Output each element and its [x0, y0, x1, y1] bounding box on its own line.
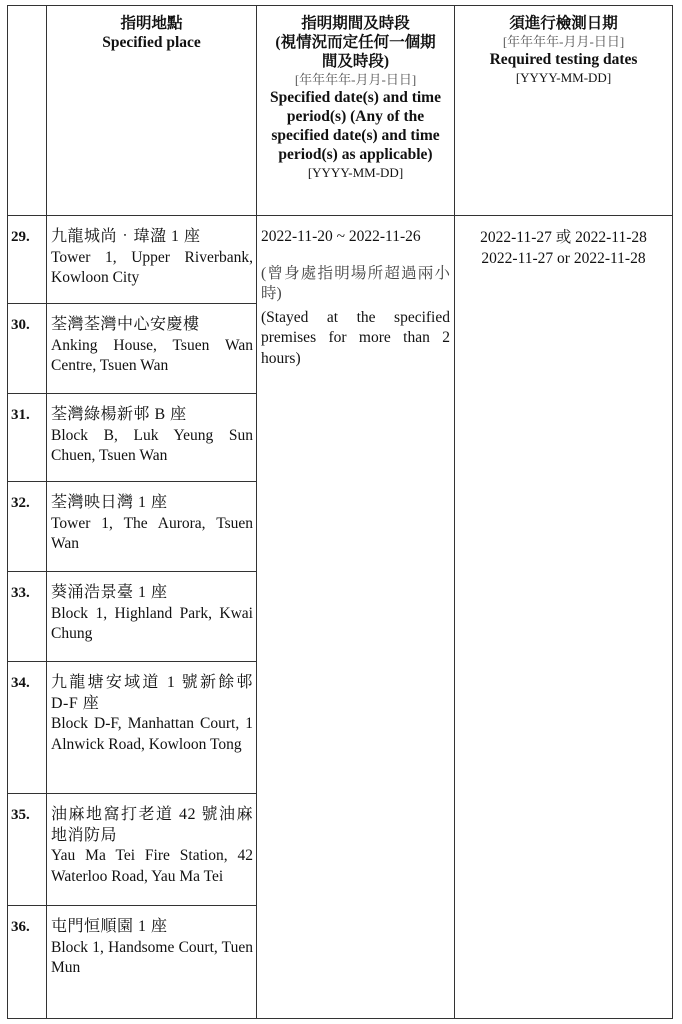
header-period-format-en: [YYYY-MM-DD]	[307, 165, 404, 180]
places-table	[7, 5, 673, 1019]
place-cell	[47, 572, 257, 662]
header-dates-format-zh: [年年年年-月月-日日]	[502, 34, 625, 49]
place-name-zh: 油麻地窩打老道 42 號油麻地消防局	[51, 806, 253, 844]
header-dates-zh: 須進行檢測日期	[509, 15, 618, 32]
place-name-en: Yau Ma Tei Fire Station, 42 Waterloo Road, Yau Ma Tei	[51, 847, 253, 885]
place-name-zh: 荃灣綠楊新邨 B 座	[51, 406, 187, 423]
header-dates-format-en: [YYYY-MM-DD]	[515, 70, 612, 85]
header-place-en: Specified place	[102, 34, 201, 51]
place-name-en: Block 1, Highland Park, Kwai Chung	[51, 604, 253, 642]
header-period-en: Specified date(s) and time period(s) (Any of the specified date(s) and time period(s) as applicable)	[270, 89, 441, 163]
place-cell	[47, 662, 257, 794]
place-name-en: Block D-F, Manhattan Court, 1 Alnwick Road, Kowloon Tong	[51, 715, 253, 753]
place-name-zh: 荃灣荃灣中心安慶樓	[51, 316, 200, 333]
period-cell	[257, 216, 455, 1019]
table-header-row	[8, 6, 673, 216]
place-name-zh: 九龍城尚‧瑋溋 1 座	[51, 228, 201, 245]
header-place-zh: 指明地點	[120, 15, 183, 32]
header-period-zh-note: (視情況而定任何一個期間及時段)	[275, 34, 436, 70]
place-name-zh: 屯門恒順園 1 座	[51, 918, 168, 935]
row-number: 36.	[8, 906, 47, 1019]
place-name-en: Anking House, Tsuen Wan Centre, Tsuen Wan	[51, 336, 253, 374]
header-number-cell	[8, 6, 47, 216]
place-cell	[47, 794, 257, 906]
period-note-en: (Stayed at the specified premises for more than 2 hours)	[261, 308, 450, 367]
header-place-cell	[47, 6, 257, 216]
header-dates-en: Required testing dates	[489, 51, 638, 68]
row-number: 35.	[8, 794, 47, 906]
header-period-zh: 指明期間及時段	[301, 15, 410, 32]
place-name-en: Tower 1, The Aurora, Tsuen Wan	[51, 514, 253, 552]
row-number: 34.	[8, 662, 47, 794]
period-note-zh: (曾身處指明場所超過兩小時)	[261, 264, 450, 302]
testing-dates-cell	[455, 216, 673, 1019]
row-number: 29.	[8, 216, 47, 304]
place-cell	[47, 906, 257, 1019]
row-number: 33.	[8, 572, 47, 662]
specified-places-table	[7, 5, 672, 1018]
table-row	[8, 216, 673, 304]
header-dates-cell	[455, 6, 673, 216]
place-name-zh: 葵涌浩景臺 1 座	[51, 584, 168, 601]
place-cell	[47, 482, 257, 572]
period-range: 2022-11-20 ~ 2022-11-26	[261, 228, 421, 245]
place-name-zh: 荃灣映日灣 1 座	[51, 494, 168, 511]
row-number: 32.	[8, 482, 47, 572]
row-number: 30.	[8, 304, 47, 394]
place-name-en: Tower 1, Upper Riverbank, Kowloon City	[51, 248, 253, 286]
place-name-zh: 九龍塘安域道 1 號新餘邨 D-F 座	[51, 674, 253, 712]
testing-dates-zh: 2022-11-27 或 2022-11-28	[480, 229, 647, 246]
place-cell	[47, 394, 257, 482]
header-period-cell	[257, 6, 455, 216]
testing-dates-en: 2022-11-27 or 2022-11-28	[481, 250, 646, 267]
place-cell	[47, 216, 257, 304]
place-name-en: Block B, Luk Yeung Sun Chuen, Tsuen Wan	[51, 426, 253, 464]
place-name-en: Block 1, Handsome Court, Tuen Mun	[51, 938, 253, 976]
row-number: 31.	[8, 394, 47, 482]
header-period-format-zh: [年年年年-月月-日日]	[294, 72, 417, 87]
place-cell	[47, 304, 257, 394]
